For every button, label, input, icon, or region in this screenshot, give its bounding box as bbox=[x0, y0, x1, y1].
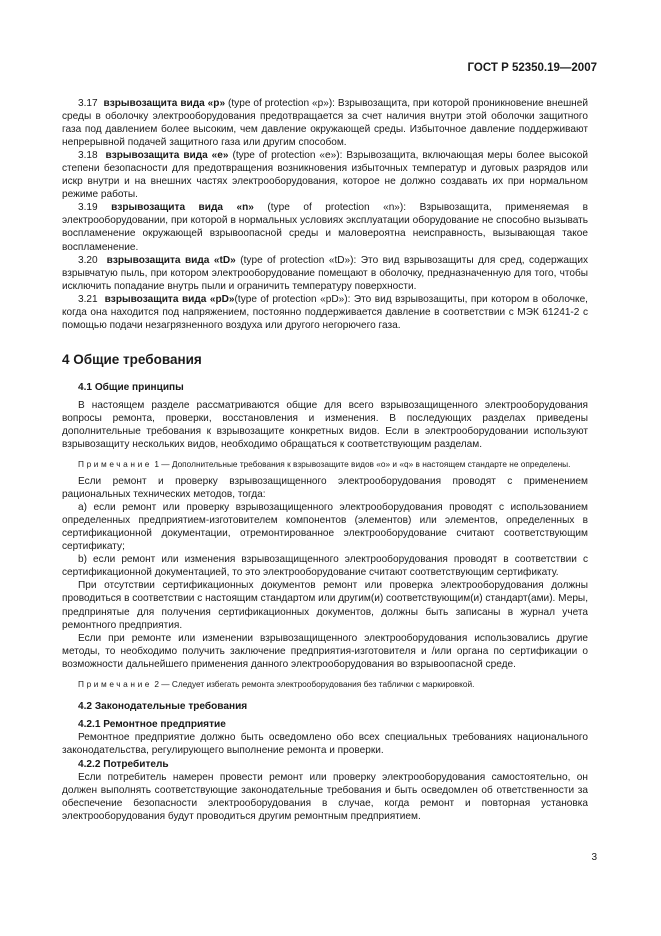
section-4-2-2-title: 4.2.2 Потребитель bbox=[78, 758, 169, 770]
definition-term: взрывозащита вида «р» bbox=[103, 98, 226, 109]
paragraph-repair-enterprise: Ремонтное предприятие должно быть осведомлено обо всех специальных требованиях национального законодательства, регулирующего выполнение ремонта и проверки. bbox=[62, 731, 588, 756]
page-number: 3 bbox=[591, 852, 597, 863]
standard-header: ГОСТ Р 52350.19—2007 bbox=[467, 62, 597, 74]
definition-term: взрывозащита вида «n» bbox=[111, 202, 254, 214]
list-item-b: b) если ремонт или изменения взрывозащищенного электрооборудования проводят в соответствии с сертификационной документацией, то это электрооборудование считают соответствующим сертификату. bbox=[62, 554, 588, 579]
section-4-1-title: 4.1 Общие принципы bbox=[78, 381, 184, 393]
definition-3-18 bbox=[62, 149, 588, 201]
definition-term: взрывозащита вида «pD» bbox=[104, 293, 235, 305]
definition-number: 3.18 bbox=[78, 150, 98, 162]
list-item-a: а) если ремонт или проверку взрывозащищенного электрооборудования проводят с использованием определенных предприятием-изготовителем компонентов (элементов) или элементов, определенных в сертификационной документации, отремонтированное электрооборудование считают соответствующим сертификату; bbox=[62, 502, 588, 553]
note-text: 1 — Дополнительные требования к взрывозащите видов «о» и «q» в настоящем стандарте не определены. bbox=[152, 459, 571, 470]
definition-3-19 bbox=[62, 201, 588, 253]
definition-text: (type of protection «n»): Взрывозащита, применяемая в электрооборудовании, при которой в нормальных условиях эксплуатации оборудование не способно вызывать воспламенение окружающей взрывоопасной среды и маловероятна неисправность, вызывающая такое воспламенение. bbox=[62, 202, 588, 253]
definition-term: взрывозащита вида «е» bbox=[105, 150, 229, 162]
definition-number: 3.19 bbox=[78, 202, 98, 214]
section-4-title: 4 Общие требования bbox=[62, 351, 202, 367]
definition-text: (type of protection «tD»): Это вид взрывозащиты для сред, содержащих взрывчатую пыль, при котором электрооборудование помещают в оболочку, предназначенную для того, чтобы исключить попадание внутрь пыли и ограничить температуру поверхности. bbox=[62, 254, 589, 292]
paragraph-general-principles: В настоящем разделе рассматриваются общие для всего взрывозащищенного электрооборудования вопросы ремонта, проверки, восстановления и изменения. В последующих разделах приведены дополнительные требования к взрывозащите конкретных видов. Если в электрооборудовании используют взрывозащиту нескольких видов, необходимо обращаться к соответствующим разделам. bbox=[62, 399, 588, 450]
definition-3-17 bbox=[62, 97, 588, 149]
definition-text: (type of protection «pD»): Это вид взрывозащиты, при котором в оболочке, когда она находится под напряжением, постоянно поддерживается давление в соответствии с МЭК 61241-2 с помощью подачи незагрязненного воздуха или другого негорючего газа. bbox=[62, 293, 588, 331]
note-1 bbox=[62, 458, 588, 470]
note-text: 2 — Следует избегать ремонта электрооборудования без таблички с маркировкой. bbox=[152, 678, 475, 689]
section-4-2-title: 4.2 Законодательные требования bbox=[78, 700, 248, 712]
paragraph-consumer: Если потребитель намерен провести ремонт или проверку электрооборудования самостоятельно, он должен выполнять соответствующие законодательные требования и быть осведомлен об ответственности за обеспечение безопасности электрооборудования в случае, когда ремонт и повторная установка электрооборудования будут проводиться другим ремонтным предприятием. bbox=[62, 771, 588, 822]
definition-number: 3.20 bbox=[78, 254, 98, 266]
note-2 bbox=[62, 678, 588, 690]
definition-number: 3.21 bbox=[78, 293, 98, 305]
paragraph-repair-methods: Если ремонт и проверку взрывозащищенного электрооборудования проводят с применением рациональных технических методов, тогда: bbox=[62, 476, 588, 501]
definition-3-20 bbox=[62, 254, 588, 293]
definition-text: (type of protection «р»): Взрывозащита, при которой проникновение внешней среды в оболочку электрооборудования предотвращается за счет наличия внутри этой оболочки защитного газа под давлением более высоким, чем давление окружающей среды. Избыточное давление поддерживают непрерывной подачей защитного газа или другим способом. bbox=[62, 98, 589, 149]
note-label: Примечание bbox=[78, 459, 153, 470]
definition-number: 3.17 bbox=[78, 98, 98, 109]
paragraph-no-certificates: При отсутствии сертификационных документов ремонт или проверка электрооборудования должны проводиться в соответствии с настоящим стандартом или другим(и) соответствующим(и) стандарт(ами). Меры, предпринятые для получения сертификационных документов, должны быть записаны в журнал учета ремонтного предприятия. bbox=[62, 580, 588, 631]
paragraph-other-methods: Если при ремонте или изменении взрывозащищенного электрооборудования использовались другие методы, то необходимо получить заключение предприятия-изготовителя и /или органа по сертификации о возможности дальнейшего применения данного электрооборудования во взрывоопасной среде. bbox=[62, 632, 588, 670]
body-text bbox=[62, 97, 588, 823]
definition-text: (type of protection «е»): Взрывозащита, включающая меры более высокой степени безопасности для предотвращения возникновения избыточных температур и дуговых разрядов или искр внутри и на внешних частях электрооборудования, которое не должно создавать их при нормальном режиме работы. bbox=[62, 150, 588, 201]
section-4-2-1-title: 4.2.1 Ремонтное предприятие bbox=[78, 718, 226, 730]
definition-3-21 bbox=[62, 293, 588, 332]
definition-term: взрывозащита вида «tD» bbox=[106, 254, 236, 266]
note-label: Примечание bbox=[78, 678, 153, 689]
